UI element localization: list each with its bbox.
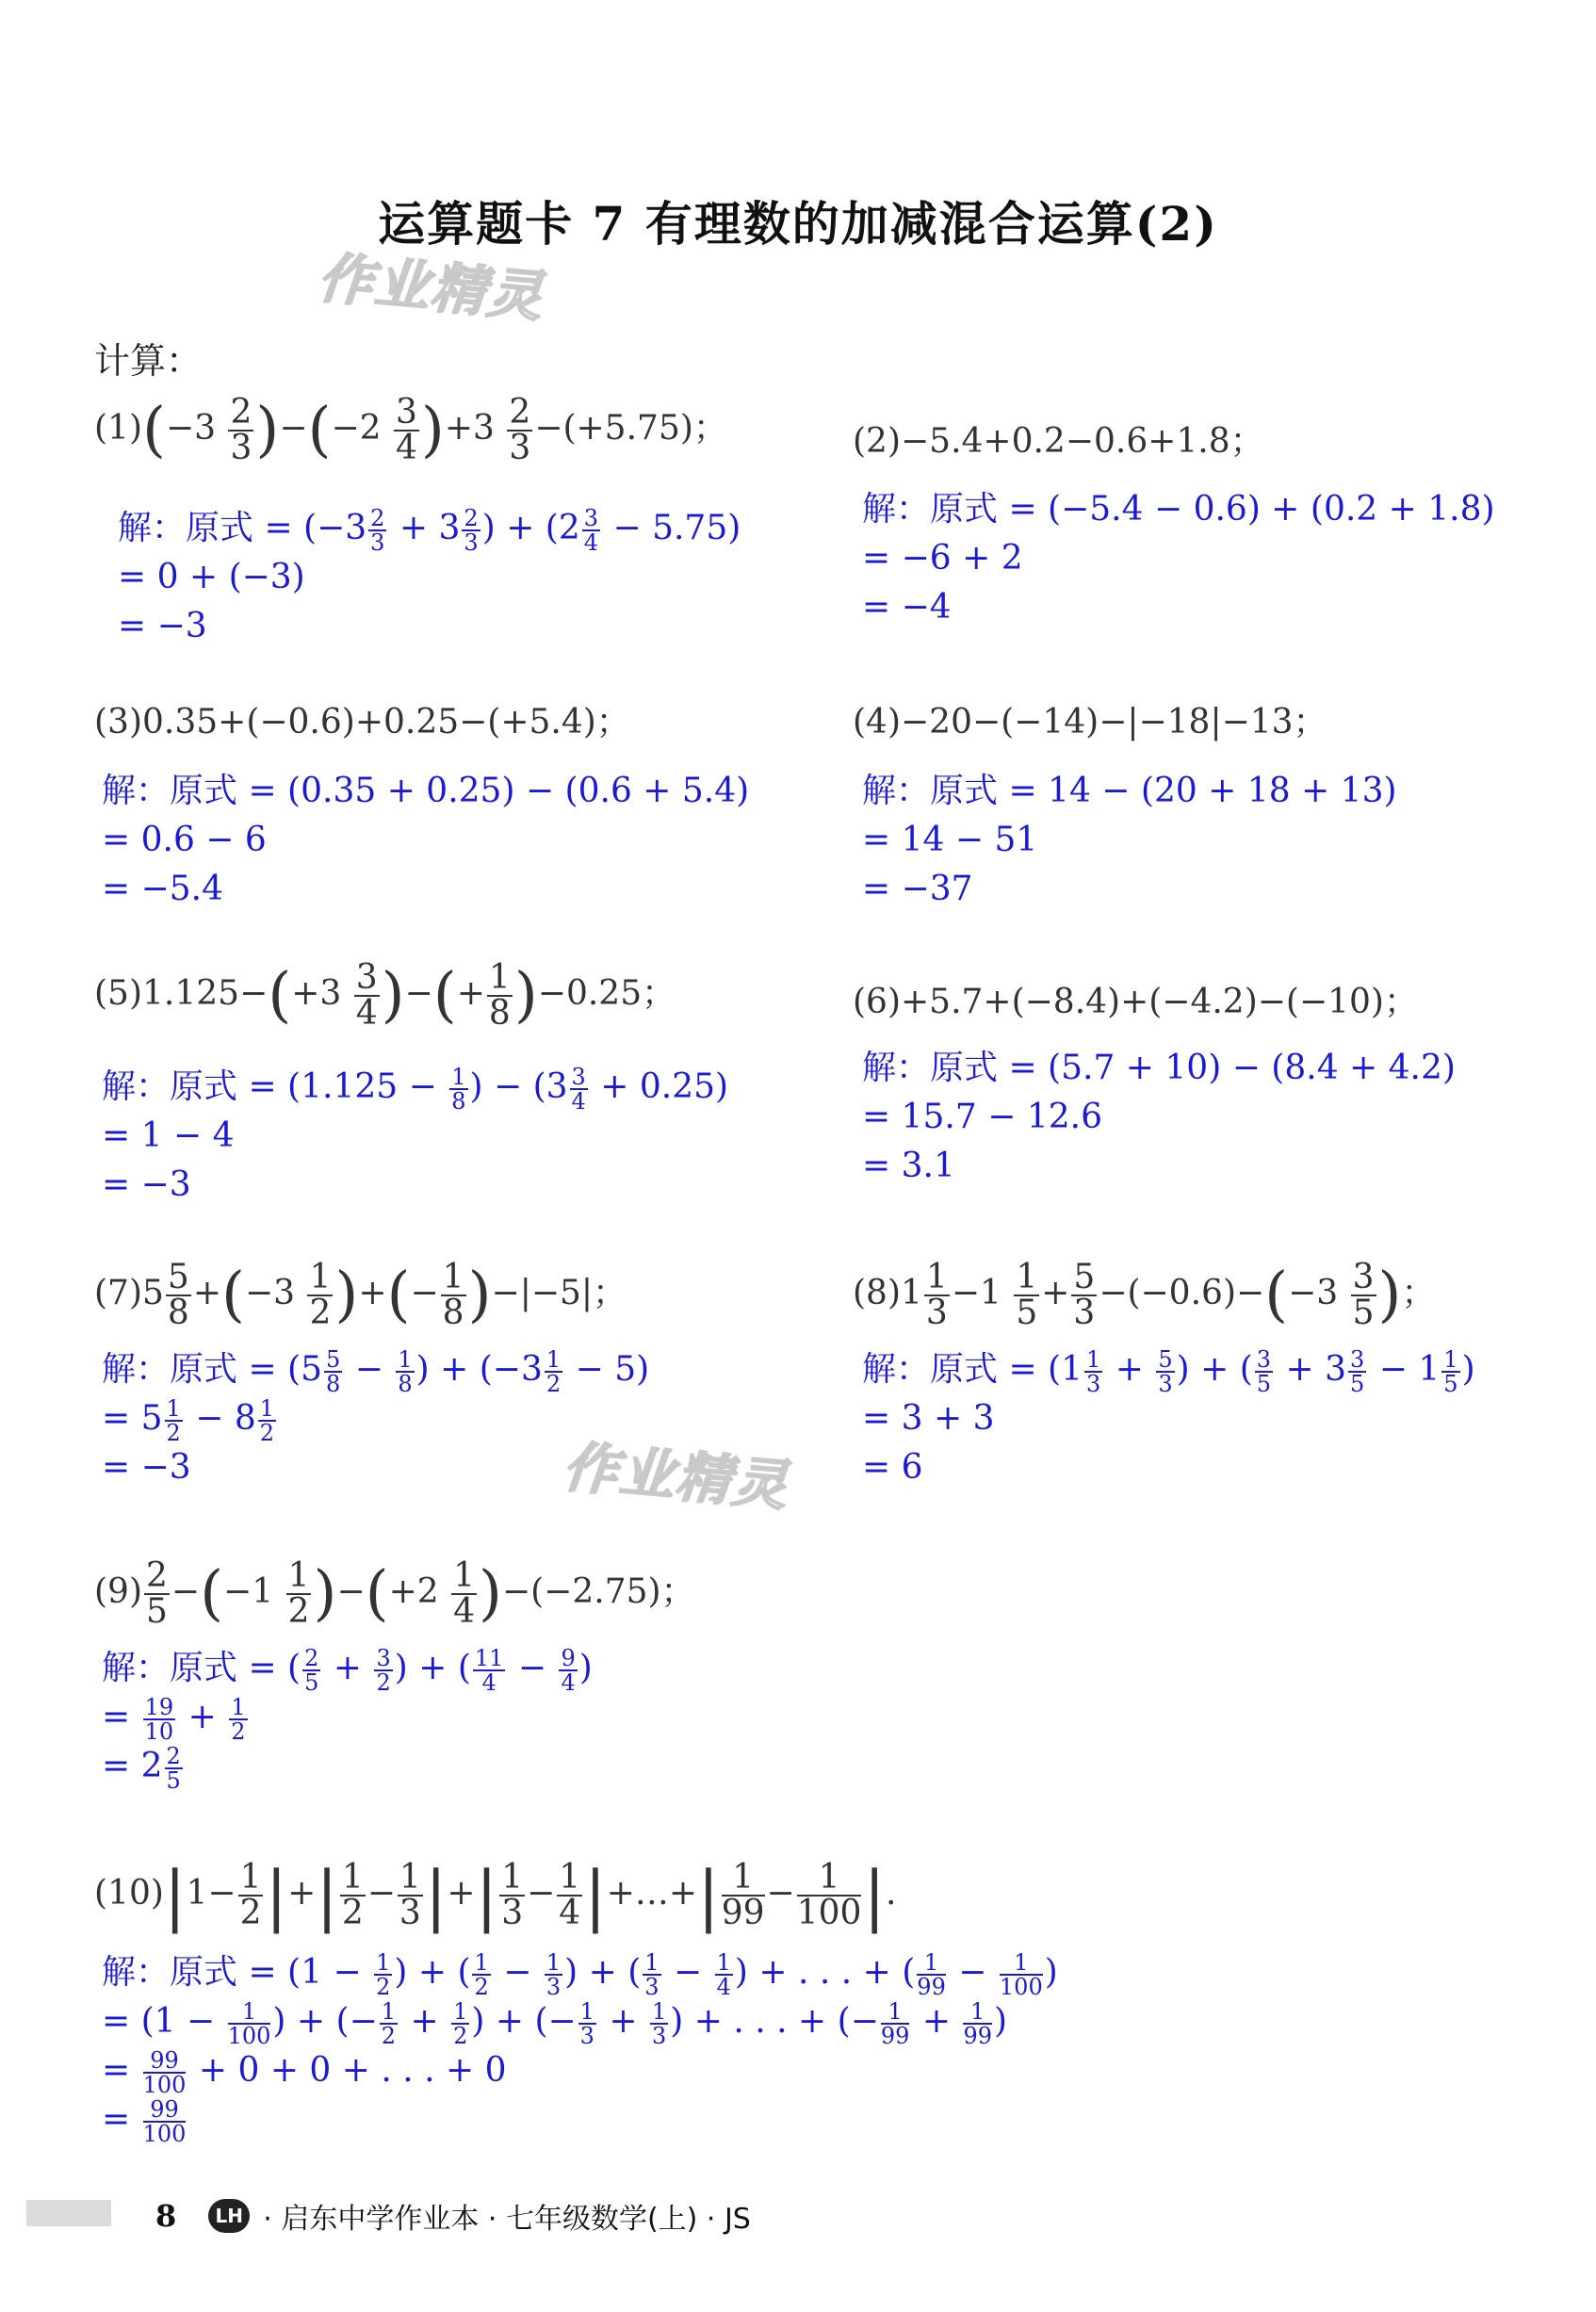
- problem-9: (9) $\frac{2}{5}$ −(−1 $\frac{1}{2}$ )−(+2 $\frac{1}{4}$ )−(−2.75)；: [94, 1556, 695, 1631]
- section-label: 计算：: [94, 340, 203, 382]
- solution-5: 解：原式 = (1.125 − $\frac{1}{8}$ ) − (3 $\frac{3}{4}$ + 0.25) = 1 − 4 = −3: [102, 1064, 729, 1204]
- footer-marker: [26, 2200, 111, 2226]
- problem-8: (8)1 $\frac{1}{3}$ −1 $\frac{1}{5}$ + $\frac{5}{3}$ −(−0.6)−(−3 $\frac{3}{5}$ )；: [853, 1258, 1436, 1332]
- problem-6: (6)+5.7+(−8.4)+(−4.2)−(−10)；: [853, 983, 1418, 1021]
- watermark: 作业精灵: [316, 245, 547, 330]
- solution-2: 解：原式 = (−5.4 − 0.6) + (0.2 + 1.8) = −6 + 2 = −4: [862, 490, 1495, 627]
- solution-10: 解：原式 = (1 − $\frac{1}{2}$ ) + ( $\frac{1}{2}$ − $\frac{1}{3}$ ) + ( $\frac{1}{3}$ − $\frac{1}{4}$ ) + . . . + ( $\frac{1}{99}$ − $\frac{1}{100}$ ) = (1 − $\frac{1}{100}$ ) + (− $\frac{1}{2}$ + $\frac{1}{2}$ ) + (− $\frac{1}{3}$ + $\frac{1}{3}$ ) + . . . + (− $\frac{1}{99}$ + $\frac{1}{99}$ ) = $\frac{99}{100}$ + 0 + 0 + . . . + 0 = $\frac{99}{100}$: [102, 1949, 1058, 2147]
- solution-8: 解：原式 = (1 $\frac{1}{3}$ + $\frac{5}{3}$ ) + ( $\frac{3}{5}$ + 3 $\frac{3}{5}$ − 1 $\frac{1}{5}$ ) = 3 + 3 = 6: [862, 1346, 1475, 1487]
- problem-10: (10)|1− $\frac{1}{2}$ |+| $\frac{1}{2}$ − $\frac{1}{3}$ |+| $\frac{1}{3}$ − $\frac{1}{4}$ |+…+| $\frac{1}{99}$ − $\frac{1}{100}$ |.: [94, 1857, 897, 1934]
- solution-3: 解：原式 = (0.35 + 0.25) − (0.6 + 5.4) = 0.6 − 6 = −5.4: [102, 772, 750, 908]
- problem-4: (4)−20−(−14)−|−18|−13；: [853, 703, 1327, 741]
- footer: [155, 2195, 751, 2237]
- page-number: 8: [155, 2198, 177, 2234]
- lh-logo-icon: LH: [208, 2199, 250, 2233]
- page-title: 运算题卡 7 有理数的加减混合运算(2): [378, 196, 1218, 252]
- solution-4: 解：原式 = 14 − (20 + 18 + 13) = 14 − 51 = −37: [862, 772, 1397, 908]
- problem-2: (2)−5.4+0.2−0.6+1.8；: [853, 422, 1264, 461]
- footer-text: · 启东中学作业本 · 七年级数学(上) · JS: [263, 2203, 751, 2236]
- solution-7: 解：原式 = (5 $\frac{5}{8}$ − $\frac{1}{8}$ ) + (−3 $\frac{1}{2}$ − 5) = 5 $\frac{1}{2}$ − 8 $\frac{1}{2}$ = −3: [102, 1346, 650, 1487]
- solution-9: 解：原式 = ( $\frac{2}{5}$ + $\frac{3}{2}$ ) + ( $\frac{11}{4}$ − $\frac{9}{4}$ ) = $\frac{19}{10}$ + $\frac{1}{2}$ = 2 $\frac{2}{5}$: [102, 1645, 593, 1794]
- solution-6: 解：原式 = (5.7 + 10) − (8.4 + 4.2) = 15.7 − 12.6 = 3.1: [862, 1049, 1456, 1185]
- problem-3: (3)0.35+(−0.6)+0.25−(+5.4)；: [94, 703, 630, 741]
- watermark: 作业精灵: [561, 1434, 792, 1519]
- problem-5: (5)1.125−(+3 $\frac{3}{4}$ )−(+ $\frac{1}{8}$ )−0.25；: [94, 958, 676, 1033]
- problem-1: (1)(−3 $\frac{2}{3}$ )−(−2 $\frac{3}{4}$ )+3 $\frac{2}{3}$ −(+5.75)；: [94, 393, 727, 467]
- problem-7: (7)5 $\frac{5}{8}$ +(−3 $\frac{1}{2}$ )+(− $\frac{1}{8}$ )−|−5|；: [94, 1258, 627, 1332]
- solution-1: 解：原式 = (−3 $\frac{2}{3}$ + 3 $\frac{2}{3}$ ) + (2 $\frac{3}{4}$ − 5.75) = 0 + (−3) = −3: [118, 505, 741, 645]
